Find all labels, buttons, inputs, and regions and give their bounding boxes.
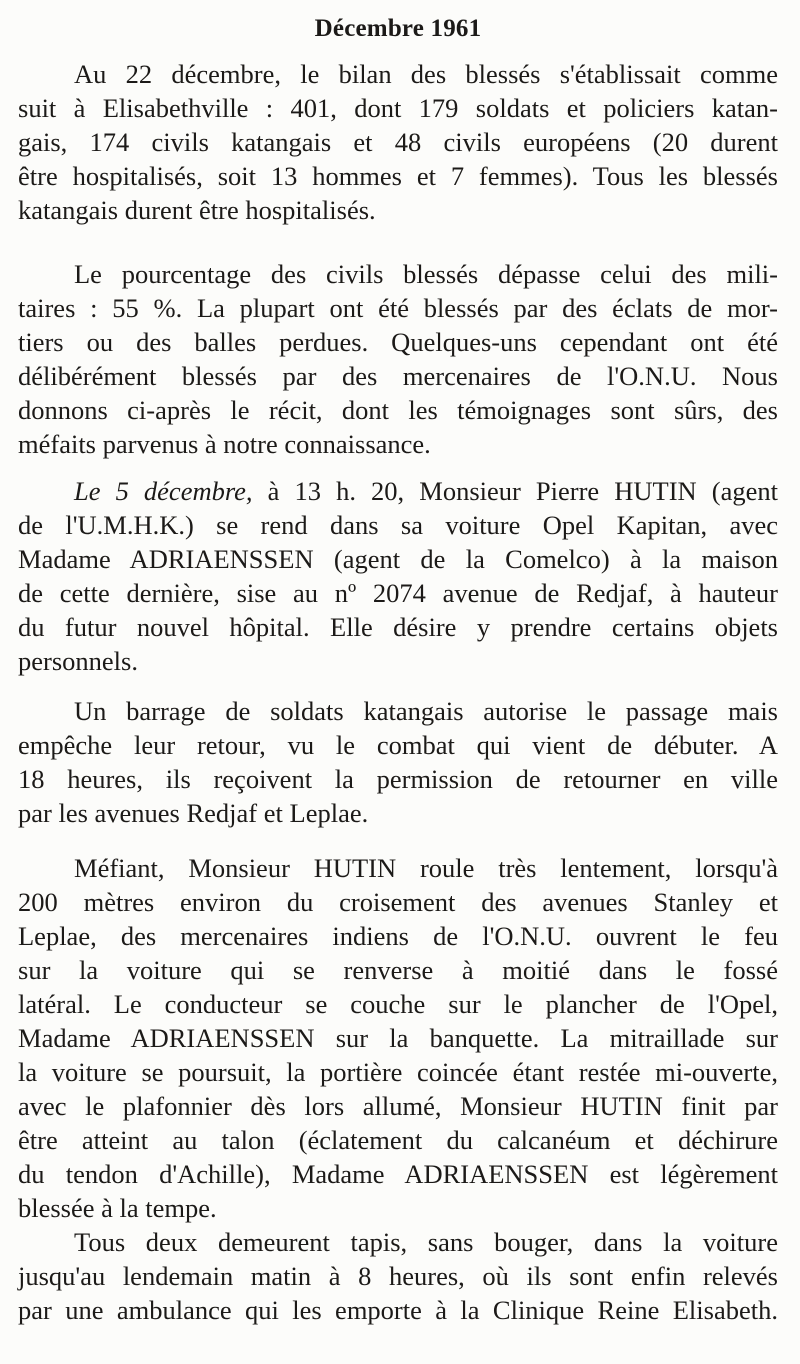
text-line: Au 22 décembre, le bilan des blessés s'établissait comme: [74, 59, 778, 89]
text-line: être atteint au talon (éclatement du calcanéum et déchirure: [18, 1125, 778, 1155]
text-line: Le pourcentage des civils blessés dépasse celui des mili-: [74, 259, 778, 289]
text-line: Un barrage de soldats katangais autorise le passage mais: [74, 696, 778, 726]
text-line: délibérément blessés par des mercenaires de l'O.N.U. Nous: [18, 361, 778, 391]
paragraph-6: [18, 1225, 778, 1327]
text-line: suit à Elisabethville : 401, dont 179 soldats et policiers katan-: [18, 93, 778, 123]
text-line: taires : 55 %. La plupart ont été blessés par des éclats de mor-: [18, 293, 778, 323]
text-line: gais, 174 civils katangais et 48 civils européens (20 durent: [18, 127, 778, 157]
text-line: du futur nouvel hôpital. Elle désire y prendre certains objets: [18, 612, 778, 642]
paragraph-3: [18, 474, 778, 678]
text-line: du tendon d'Achille), Madame ADRIAENSSEN est légèrement: [18, 1159, 778, 1189]
paragraph-4: [18, 694, 778, 830]
text-line: de l'U.M.H.K.) se rend dans sa voiture Opel Kapitan, avec: [18, 510, 778, 540]
text-line: Leplae, des mercenaires indiens de l'O.N.U. ouvrent le feu: [18, 921, 778, 951]
text-line: [18, 474, 778, 508]
text-line: Tous deux demeurent tapis, sans bouger, dans la voiture: [74, 1227, 778, 1257]
page-title: Décembre 1961: [314, 15, 482, 42]
text-line: sur la voiture qui se renverse à moitié dans le fossé: [18, 955, 778, 985]
text-line: avec le plafonnier dès lors allumé, Monsieur HUTIN finit par: [18, 1091, 778, 1121]
text-line-rest: à 13 h. 20, Monsieur Pierre HUTIN (agent: [252, 476, 778, 506]
text-line: méfaits parvenus à notre connaissance.: [18, 429, 431, 459]
text-line: la voiture se poursuit, la portière coincée étant restée mi-ouverte,: [18, 1057, 778, 1087]
italic-date: Le 5 décembre,: [74, 476, 253, 506]
text-line: donnons ci-après le récit, dont les témoignages sont sûrs, des: [18, 395, 778, 425]
text-line: personnels.: [18, 646, 138, 676]
text-line: blessée à la tempe.: [18, 1193, 217, 1223]
text-line: jusqu'au lendemain matin à 8 heures, où ils sont enfin relevés: [18, 1261, 778, 1291]
paragraph-5: [18, 851, 778, 1225]
text-line: 18 heures, ils reçoivent la permission de retourner en ville: [18, 764, 778, 794]
text-line: tiers ou des balles perdues. Quelques-uns cependant ont été: [18, 327, 778, 357]
text-line: katangais durent être hospitalisés.: [18, 195, 376, 225]
text-line: être hospitalisés, soit 13 hommes et 7 femmes). Tous les blessés: [18, 161, 778, 191]
text-line: par les avenues Redjaf et Leplae.: [18, 798, 369, 828]
text-line: Madame ADRIAENSSEN sur la banquette. La mitraillade sur: [18, 1023, 778, 1053]
text-line: Madame ADRIAENSSEN (agent de la Comelco) à la maison: [18, 544, 778, 574]
text-line: 200 mètres environ du croisement des avenues Stanley et: [18, 887, 778, 917]
text-line: latéral. Le conducteur se couche sur le plancher de l'Opel,: [18, 989, 778, 1019]
text-line: empêche leur retour, vu le combat qui vient de débuter. A: [18, 730, 778, 760]
paragraph-2: [18, 257, 778, 461]
paragraph-1: [18, 57, 778, 227]
text-line: Méfiant, Monsieur HUTIN roule très lentement, lorsqu'à: [74, 853, 778, 883]
text-line: par une ambulance qui les emporte à la Clinique Reine Elisabeth.: [18, 1295, 778, 1325]
text-line: de cette dernière, sise au nº 2074 avenue de Redjaf, à hauteur: [18, 578, 778, 608]
